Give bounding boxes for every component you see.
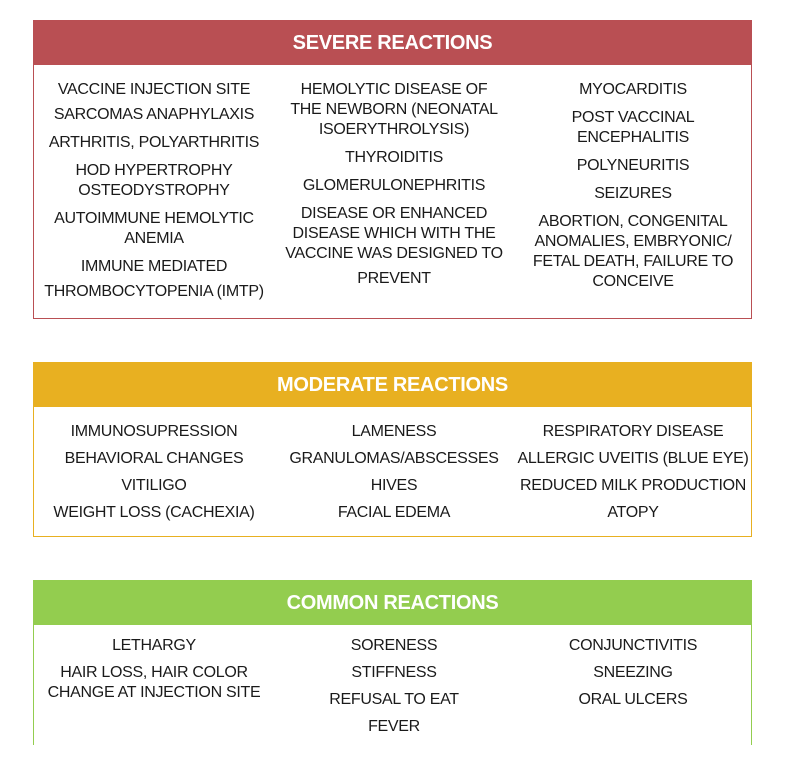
list-item: HIVES [370, 477, 418, 494]
list-item: DISEASE OR ENHANCED [300, 205, 488, 222]
list-item: CONJUNCTIVITIS [568, 637, 698, 654]
list-item: ANOMALIES, EMBRYONIC/ [534, 233, 732, 250]
list-item: HEMOLYTIC DISEASE OF [300, 81, 488, 98]
list-item: SEIZURES [594, 185, 672, 202]
list-item: ORAL ULCERS [578, 691, 688, 708]
list-item: STIFFNESS [351, 664, 437, 681]
list-item: SNEEZING [593, 664, 673, 681]
list-item: THROMBOCYTOPENIA (IMTP) [44, 283, 264, 300]
list-item: CHANGE AT INJECTION SITE [47, 684, 261, 701]
list-item: ISOERYTHROLYSIS) [318, 121, 470, 138]
list-item: MYOCARDITIS [579, 81, 687, 98]
list-item: ANEMIA [124, 230, 184, 247]
list-item: FEVER [368, 718, 420, 735]
list-item: POLYNEURITIS [576, 157, 690, 174]
severe-reactions-panel [33, 20, 752, 319]
list-item: PREVENT [357, 270, 431, 287]
list-item: SARCOMAS ANAPHYLAXIS [53, 106, 255, 123]
list-item: RESPIRATORY DISEASE [542, 423, 724, 440]
common-reactions-title: COMMON REACTIONS [34, 581, 751, 625]
list-item: GLOMERULONEPHRITIS [302, 177, 486, 194]
list-item: ABORTION, CONGENITAL [538, 213, 728, 230]
list-item: BEHAVIORAL CHANGES [64, 450, 244, 467]
list-item: ENCEPHALITIS [577, 129, 689, 146]
list-item: GRANULOMAS/ABSCESSES [289, 450, 499, 467]
list-item: POST VACCINAL [571, 109, 695, 126]
list-item: SORENESS [350, 637, 438, 654]
list-item: REFUSAL TO EAT [329, 691, 459, 708]
list-item: LETHARGY [112, 637, 196, 654]
list-item: IMMUNOSUPRESSION [70, 423, 238, 440]
list-item: OSTEODYSTROPHY [78, 182, 230, 199]
list-item: REDUCED MILK PRODUCTION [519, 477, 746, 494]
list-item: FETAL DEATH, FAILURE TO [532, 253, 734, 270]
list-item: FACIAL EDEMA [337, 504, 451, 521]
list-item: IMMUNE MEDIATED [80, 258, 228, 275]
list-item: VITILIGO [121, 477, 187, 494]
list-item: ALLERGIC UVEITIS (BLUE EYE) [517, 450, 749, 467]
common-reactions-panel [33, 580, 752, 745]
severe-reactions-title: SEVERE REACTIONS [34, 21, 751, 65]
list-item: THYROIDITIS [344, 149, 444, 166]
moderate-reactions-title: MODERATE REACTIONS [34, 363, 751, 407]
list-item: AUTOIMMUNE HEMOLYTIC [54, 210, 254, 227]
list-item: ATOPY [607, 504, 659, 521]
list-item: VACCINE INJECTION SITE [57, 81, 251, 98]
list-item: WEIGHT LOSS (CACHEXIA) [53, 504, 255, 521]
moderate-reactions-panel [33, 362, 752, 537]
list-item: VACCINE WAS DESIGNED TO [285, 245, 503, 262]
list-item: HOD HYPERTROPHY [75, 162, 233, 179]
list-item: THE NEWBORN (NEONATAL [290, 101, 498, 118]
list-item: ARTHRITIS, POLYARTHRITIS [48, 134, 260, 151]
list-item: DISEASE WHICH WITH THE [292, 225, 496, 242]
list-item: LAMENESS [351, 423, 437, 440]
list-item: CONCEIVE [592, 273, 674, 290]
list-item: HAIR LOSS, HAIR COLOR [60, 664, 248, 681]
